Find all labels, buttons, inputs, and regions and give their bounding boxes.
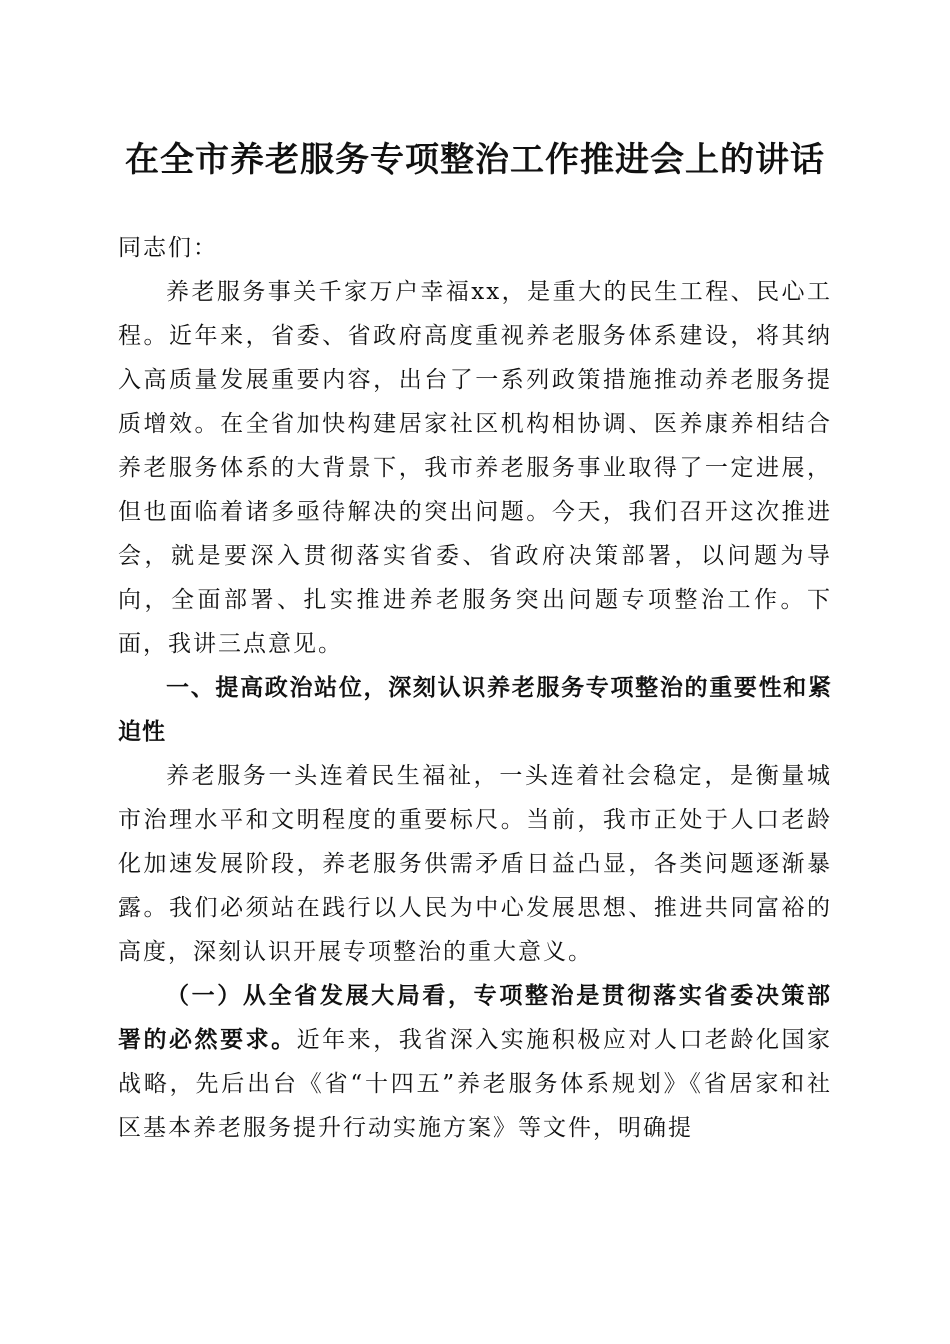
section-heading-1: 一、提高政治站位，深刻认识养老服务专项整治的重要性和紧迫性 [118, 675, 832, 745]
greeting: 同志们： [118, 235, 218, 261]
section-1-paragraph: 养老服务一头连着民生福祉，一头连着社会稳定，是衡量城市治理水平和文明程度的重要标尺。当前，我市正处于人口老龄化加速发展阶段，养老服务供需矛盾日益凸显，各类问题逐渐暴露。我们必须站在践行以人民为中心发展思想、推进共同富裕的高度，深刻认识开展专项整治的重大意义。 [118, 763, 832, 965]
document-title: 在全市养老服务专项整治工作推进会上的讲话 [125, 140, 825, 180]
document-body [118, 226, 832, 1150]
subsection-1-paragraph [118, 974, 832, 1150]
subsection-heading-1: （一）从全省发展大局看，专项整治是贯彻落实省委决策部署的必然要求。 [118, 982, 832, 1053]
subsection-1-text: 近年来，我省深入实施积极应对人口老龄化国家战略，先后出台《省“十四五”养老服务体系规划》《省居家和社区基本养老服务提升行动实施方案》等文件，明确提 [118, 1027, 833, 1141]
intro-paragraph: 养老服务事关千家万户幸福xx，是重大的民生工程、民心工程。近年来，省委、省政府高度重视养老服务体系建设，将其纳入高质量发展重要内容，出台了一系列政策措施推动养老服务提质增效。在全省加快构建居家社区机构相协调、医养康养相结合养老服务体系的大背景下，我市养老服务事业取得了一定进展，但也面临着诸多亟待解决的突出问题。今天，我们召开这次推进会，就是要深入贯彻落实省委、省政府决策部署，以问题为导向，全面部署、扎实推进养老服务突出问题专项整治工作。下面，我讲三点意见。 [118, 279, 832, 657]
